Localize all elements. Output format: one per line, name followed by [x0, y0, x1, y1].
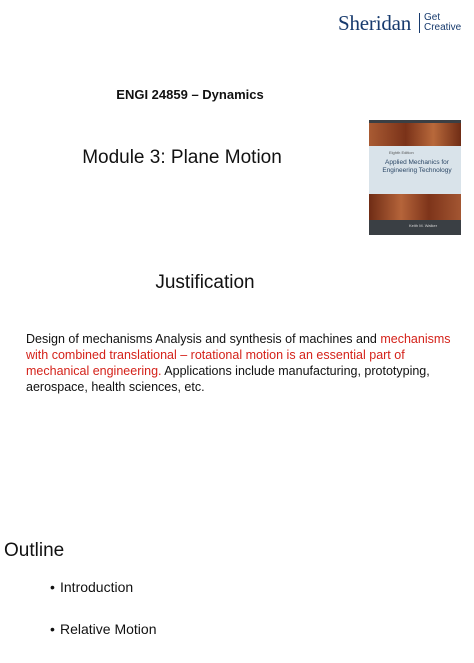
cover-photo-strip-bottom	[369, 194, 461, 220]
logo-tagline-line1: Get	[424, 12, 441, 23]
list-item	[50, 621, 157, 663]
justification-paragraph	[26, 331, 456, 395]
bullet-icon: •	[50, 621, 55, 637]
justification-text-part2: Applications include manufacturing, prototyping, aerospace, health sciences, etc.	[26, 364, 430, 394]
textbook-cover-image	[369, 120, 461, 235]
sheridan-logo	[338, 10, 466, 38]
logo-tagline-line2: Creative	[424, 22, 462, 33]
list-item	[50, 579, 157, 621]
bullet-icon: •	[50, 579, 55, 595]
book-title	[377, 159, 457, 175]
logo-wordmark: Sheridan	[338, 11, 412, 35]
logo-tagline	[424, 13, 461, 33]
book-title-line2: Engineering Technology	[382, 167, 452, 174]
module-title: Module 3: Plane Motion	[82, 147, 282, 168]
justification-highlight: mechanisms with combined translational – rotational motion is an essential part of mechanical engineering.	[26, 332, 451, 378]
outline-heading: Outline	[4, 540, 65, 561]
justification-text-part1: Design of mechanisms Analysis and synthesis of machines and	[26, 332, 381, 346]
course-title: ENGI 24859 – Dynamics	[116, 87, 264, 102]
outline-item-label: Relative Motion	[60, 621, 157, 637]
logo-divider	[419, 13, 420, 33]
justification-heading: Justification	[155, 272, 255, 293]
outline-item-label: Introduction	[60, 579, 134, 595]
cover-title-panel	[369, 146, 461, 194]
book-title-line1: Applied Mechanics for	[385, 159, 449, 166]
book-author: Keith M. Walker	[409, 223, 438, 228]
outline-list	[50, 579, 157, 663]
cover-photo-strip-top	[369, 123, 461, 146]
book-edition: Eighth Edition	[389, 150, 414, 155]
